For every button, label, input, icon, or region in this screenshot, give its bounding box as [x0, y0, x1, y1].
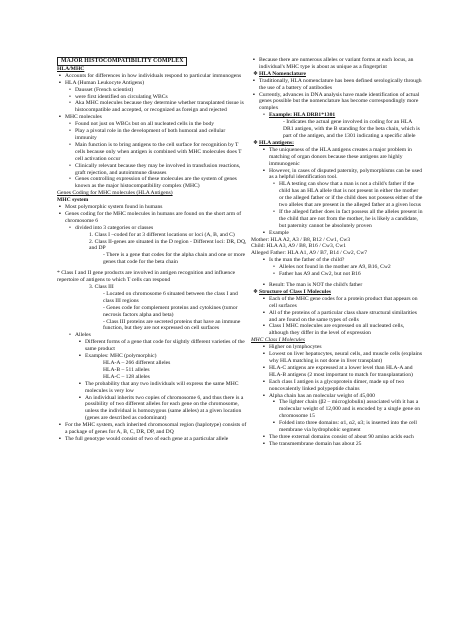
bullet-marker-icon: ▪ — [263, 282, 265, 288]
line-text: Mother: HLA A2, A3 / B8, B12 / Cw1, Cw3 — [251, 236, 351, 243]
bullet-marker-icon: ▪ — [59, 210, 61, 217]
bullet-item — [251, 264, 423, 271]
bullet-marker-icon: • — [69, 141, 71, 148]
bullet-marker-icon: • — [69, 176, 71, 183]
bullet-item — [57, 339, 247, 353]
line-text: HLA testing can show that a man is not a child's father if the child has an HLA allele that is not present in either the mother or the alleged father or if the child does not possess either of the two alleles that are present in the alleged father at a given locus — [279, 181, 423, 209]
line-text: HLA/MHC — [57, 65, 85, 72]
bullet-item — [57, 176, 247, 190]
section-heading — [57, 190, 247, 197]
text-line — [57, 270, 247, 284]
bullet-marker-icon: • — [273, 181, 275, 188]
bullet-marker-icon: ▪ — [59, 114, 61, 121]
bullet-marker-icon: ▪ — [263, 364, 265, 371]
line-text: Alleles — [75, 332, 91, 339]
bullet-marker-icon: • — [273, 208, 275, 215]
bullet-item — [57, 163, 247, 177]
line-text: Class I MHC molecules are expressed on all nucleated cells, although they differ in the level of expression — [269, 323, 405, 337]
bullet-item — [57, 80, 247, 87]
bullet-item — [251, 441, 423, 448]
line-text: HLA-C antigens are expressed at a lower level than HLA-A and HLA-B antigens (2 most important to match for transplantation) — [269, 364, 413, 378]
line-text: Clinically relevant because they may be involved in transfusion reactions, graft rejection, and autoimmune diseases — [75, 162, 241, 176]
bullet-item — [57, 114, 247, 121]
line-text: Found not just on WBCs but on all nucleated cells in the body — [75, 121, 215, 128]
bullet-marker-icon: ❖ — [253, 139, 259, 146]
text-line — [57, 284, 247, 291]
line-text: For the MHC system, each inherited chromosomal region (haplotype) consists of a package of genes for A, B, C, DR, DP, and DQ — [65, 422, 247, 436]
line-text: Higher on lymphocytes — [269, 344, 322, 351]
line-text: Alleles not found in the mother are A9, B16, Cw2 — [279, 264, 391, 271]
line-text: MHC molecules — [65, 114, 102, 121]
bullet-marker-icon: ▪ — [59, 72, 61, 79]
line-text: HLA Nomenclature — [259, 70, 306, 77]
line-text: divided into 3 categories or classes — [75, 224, 154, 231]
bullet-item — [251, 78, 423, 92]
text-line — [57, 374, 247, 381]
bullet-marker-icon: ▪ — [263, 378, 265, 385]
bullet-marker-icon: ❖ — [253, 288, 259, 295]
bullet-item — [251, 71, 423, 78]
line-text: HLA-C – 128 alleles — [103, 373, 150, 380]
bullet-marker-icon: ▪ — [263, 433, 265, 440]
bullet-item — [251, 296, 423, 310]
line-text: Example — [269, 229, 289, 236]
bullet-marker-icon: ▪ — [263, 309, 265, 316]
bullet-item — [251, 399, 423, 420]
bullet-item — [251, 140, 423, 147]
bullet-marker-icon: ❖ — [253, 70, 259, 77]
line-text: Most polymorphic system found in humans — [65, 204, 163, 211]
bullet-item — [57, 204, 247, 211]
line-text: If the alleged father does in fact possess all the alleles present in the child that are not from the mother, he is likely a candidate, but paternity cannot be absolutely proven — [279, 208, 423, 229]
line-text: * Class I and II gene products are involved in antigen recognition and influence repertoire of antigens to which T cells can respond — [57, 270, 236, 284]
bullet-marker-icon: ▪ — [263, 229, 265, 236]
bullet-item — [251, 420, 423, 434]
section-heading — [57, 66, 247, 73]
bullet-item — [57, 381, 247, 395]
line-text: The probability that any two individuals will express the same MHC molecules is very low — [85, 380, 239, 394]
bullet-marker-icon: ▪ — [59, 422, 61, 429]
line-text: 3. Class III — [89, 284, 114, 290]
text-line — [251, 243, 423, 250]
bullet-item — [57, 73, 247, 80]
text-line — [251, 237, 423, 244]
line-text: Result: The man is NOT the child's father — [269, 282, 363, 288]
bullet-marker-icon: ▪ — [263, 295, 265, 302]
line-text: - Located on chromosome 6 situated between the class I and class III regions — [103, 290, 238, 304]
text-line — [57, 291, 247, 305]
bullet-marker-icon: ▪ — [253, 77, 255, 84]
bullet-marker-icon: • — [273, 264, 275, 271]
line-text: Alpha chain has an molecular weight of 45,000 — [269, 392, 375, 399]
bullet-item — [251, 434, 423, 441]
line-text: The lighter chain (β2 – microglobulin) associated with it has a molecular weight of 12,000 and is encoded by a single gene on chromosome 15 — [279, 399, 421, 420]
line-text: The three external domains consist of about 90 amino acids each — [269, 433, 414, 440]
line-text: The uniqueness of the HLA antigens creates a major problem in matching of organ donors because these antigens are highly immunogenic — [269, 146, 412, 167]
bullet-item — [251, 365, 423, 379]
line-text: - Class III proteins are secreted proteins that have an immune function, but they are not expressed on cell surfaces — [103, 318, 241, 332]
bullet-marker-icon: ▪ — [79, 394, 81, 401]
line-text: Each of the MHC gene codes for a protein product that appears on cell surfaces — [269, 295, 418, 309]
bullet-item — [251, 351, 423, 365]
bullet-marker-icon: • — [69, 162, 71, 169]
bullet-marker-icon: • — [69, 128, 71, 135]
line-text: - There is a gene that codes for the alpha chain and one or more genes that code for the beta chain — [103, 252, 246, 266]
bullet-item — [251, 379, 423, 393]
bullet-item — [57, 395, 247, 423]
text-line — [251, 119, 423, 140]
bullet-marker-icon: • — [69, 100, 71, 107]
bullet-marker-icon: ▪ — [59, 204, 61, 211]
bullet-item — [57, 436, 247, 443]
line-text: Example: HLA DRB1*1301 — [269, 112, 336, 119]
line-text: Genes Coding for MHC molecules (HLA Antigens) — [57, 190, 173, 197]
bullet-item — [251, 57, 423, 71]
line-text: Folded into three domains: α1, α2, α3; is inserted into the cell membrane via hydrophobic segment — [279, 420, 417, 434]
text-line — [57, 239, 247, 253]
bullet-marker-icon: • — [69, 86, 71, 93]
line-text: Examples: MHC (polymorphic) — [85, 353, 157, 360]
line-text: - Genes code for complement proteins and cytokines (tumor necrosis factors alpha and beta) — [103, 304, 238, 318]
bullet-marker-icon: • — [69, 93, 71, 100]
bullet-item — [57, 422, 247, 436]
document-title — [57, 57, 247, 66]
bullet-item — [251, 147, 423, 168]
bullet-item — [57, 225, 247, 232]
line-text: Different forms of a gene that code for slightly different varieties of the same product — [85, 339, 245, 353]
bullet-item — [57, 87, 247, 94]
text-line — [57, 367, 247, 374]
bullet-marker-icon: ▪ — [263, 344, 265, 351]
bullet-marker-icon: ▪ — [263, 323, 265, 330]
line-text: MHC Class I Molecules — [251, 337, 305, 344]
text-line — [57, 252, 247, 266]
bullet-item — [251, 289, 423, 296]
bullet-marker-icon: • — [273, 271, 275, 278]
bullet-marker-icon: ▪ — [253, 57, 255, 63]
line-text: Structure of Class I Molecules — [259, 288, 331, 295]
line-text: HLA antigens: — [259, 139, 294, 146]
line-text: HLA (Human Leukocyte Antigens) — [65, 79, 145, 86]
line-text: All of the proteins of a particular class share structural similarities and are found on the same types of cells — [269, 309, 417, 323]
line-text: Genes controlling expression of these molecules are the system of genes known as the major histocompatibility complex (MHC) — [75, 176, 237, 190]
bullet-item — [57, 128, 247, 142]
line-text: Father has A9 and Cw2, but not B16 — [279, 271, 361, 278]
text-line — [57, 305, 247, 319]
bullet-marker-icon: ▪ — [79, 380, 81, 387]
bullet-item — [251, 230, 423, 237]
line-text: Main function is to bring antigens to the cell surface for recognition by T cells because only when antigen is combined with MHC molecules does T cell activation occur — [75, 141, 242, 162]
bullet-item — [251, 168, 423, 182]
line-text: Because there are numerous alleles or variant forms at each locus, an individual's MHC type is about as unique as a fingerprint — [259, 57, 414, 70]
line-text: Alleged Father: HLA A1, A9 / B7, B14 / Cw2, Cw7 — [251, 250, 368, 257]
bullet-marker-icon: ▪ — [263, 440, 265, 447]
section-heading — [57, 197, 247, 204]
bullet-item — [251, 282, 423, 289]
bullet-marker-icon: ▪ — [273, 420, 275, 427]
text-line — [57, 360, 247, 367]
line-text: The full genotype would consist of two of each gene at a particular allele — [65, 435, 229, 442]
line-text: Traditionally, HLA nomenclature has been defined serologically through the use of a battery of antibodies — [259, 77, 422, 91]
bullet-marker-icon: ▪ — [59, 435, 61, 442]
bullet-item — [57, 353, 247, 360]
bullet-marker-icon: ▪ — [263, 257, 265, 264]
line-text: 2. Class II-genes are situated in the D region - Different loci: DR, DQ, and DP — [89, 238, 247, 252]
text-line — [57, 319, 247, 333]
bullet-marker-icon: ▪ — [263, 146, 265, 153]
text-line — [57, 232, 247, 239]
line-text: Genes coding for the MHC molecules in humans are found on the short arm of chromosome 6 — [65, 210, 242, 224]
line-text: HLA-A – 266 different alleles — [103, 359, 171, 366]
bullet-item — [251, 181, 423, 209]
bullet-item — [57, 211, 247, 225]
line-text: - Indicates the actual gene involved in coding for an HLA DR1 antigen, with the B standing for the beta chain, which is part of the antigen, and the 1301 indicating a specific allele — [283, 119, 420, 139]
line-text: Each class I antigen is a glycoprotein dimer, made up of two noncovalently linked polypeptide chains — [269, 378, 405, 392]
bullet-item — [251, 323, 423, 337]
bullet-marker-icon: ▪ — [263, 392, 265, 399]
line-text: Currently, advances in DNA analysis have made identification of actual genes possible but the nomenclature has become correspondingly more complex — [259, 91, 420, 112]
bullet-marker-icon: • — [69, 121, 71, 128]
bullet-marker-icon: ▪ — [263, 167, 265, 174]
section-heading — [251, 337, 423, 344]
line-text: Dausset (French scientist) — [75, 86, 134, 93]
left-column — [57, 57, 247, 443]
line-text: Lowest on liver hepatocytes, neural cells, and muscle cells (explains why HLA matching is not done in liver transplant) — [269, 351, 423, 364]
bullet-marker-icon: ▪ — [79, 353, 81, 360]
line-text: Is the man the father of the child? — [269, 257, 345, 264]
bullet-item — [251, 209, 423, 230]
line-text: The transmembrane domain has about 25 — [269, 440, 362, 447]
right-column — [251, 57, 423, 448]
line-text: Accounts for differences in how individuals respond to particular immunogens — [65, 72, 242, 79]
bullet-marker-icon: ▪ — [59, 79, 61, 86]
line-text: MHC system — [57, 197, 89, 204]
bullet-item — [57, 142, 247, 163]
bullet-item — [57, 100, 247, 114]
line-text: Child: HLA A3, A9 / B8, B16 / Cw3, Cw1 — [251, 243, 347, 250]
line-text: An individual inherits two copies of chromosome 6, and thus there is a possibility of two different alleles for each gene on the chromosome, unless the individual is homozygous (same alleles) at a given location (genes are described as codominant) — [85, 394, 244, 422]
bullet-marker-icon: ▪ — [253, 91, 255, 98]
bullet-marker-icon: • — [69, 224, 71, 231]
line-text: were first identified on circulating WBCs — [75, 93, 168, 100]
title-text: MAJOR HISTOCOMPATIBILITY COMPLEX — [57, 57, 187, 66]
bullet-item — [251, 271, 423, 278]
line-text: However, in cases of disputed paternity, polymorphisms can be used as a helpful identification tool. — [269, 167, 423, 181]
bullet-marker-icon: • — [69, 332, 71, 339]
bullet-marker-icon: ▪ — [79, 339, 81, 346]
bullet-marker-icon: ▪ — [263, 351, 265, 358]
bullet-marker-icon: • — [263, 112, 265, 119]
bullet-marker-icon: ▪ — [273, 399, 275, 406]
bullet-item — [251, 310, 423, 324]
bullet-item — [251, 92, 423, 113]
line-text: Aka MHC molecules because they determine whether transplanted tissue is histocompatible and accepted, or recognized as foreign and rejected — [75, 100, 244, 114]
line-text: HLA-B – 511 alleles — [103, 366, 150, 373]
line-text: Play a pivotal role in the development of both humoral and cellular immunity — [75, 128, 226, 141]
bullet-item — [57, 94, 247, 101]
line-text: 1. Class I –coded for at 3 different locations or loci (A, B, and C) — [89, 231, 235, 238]
